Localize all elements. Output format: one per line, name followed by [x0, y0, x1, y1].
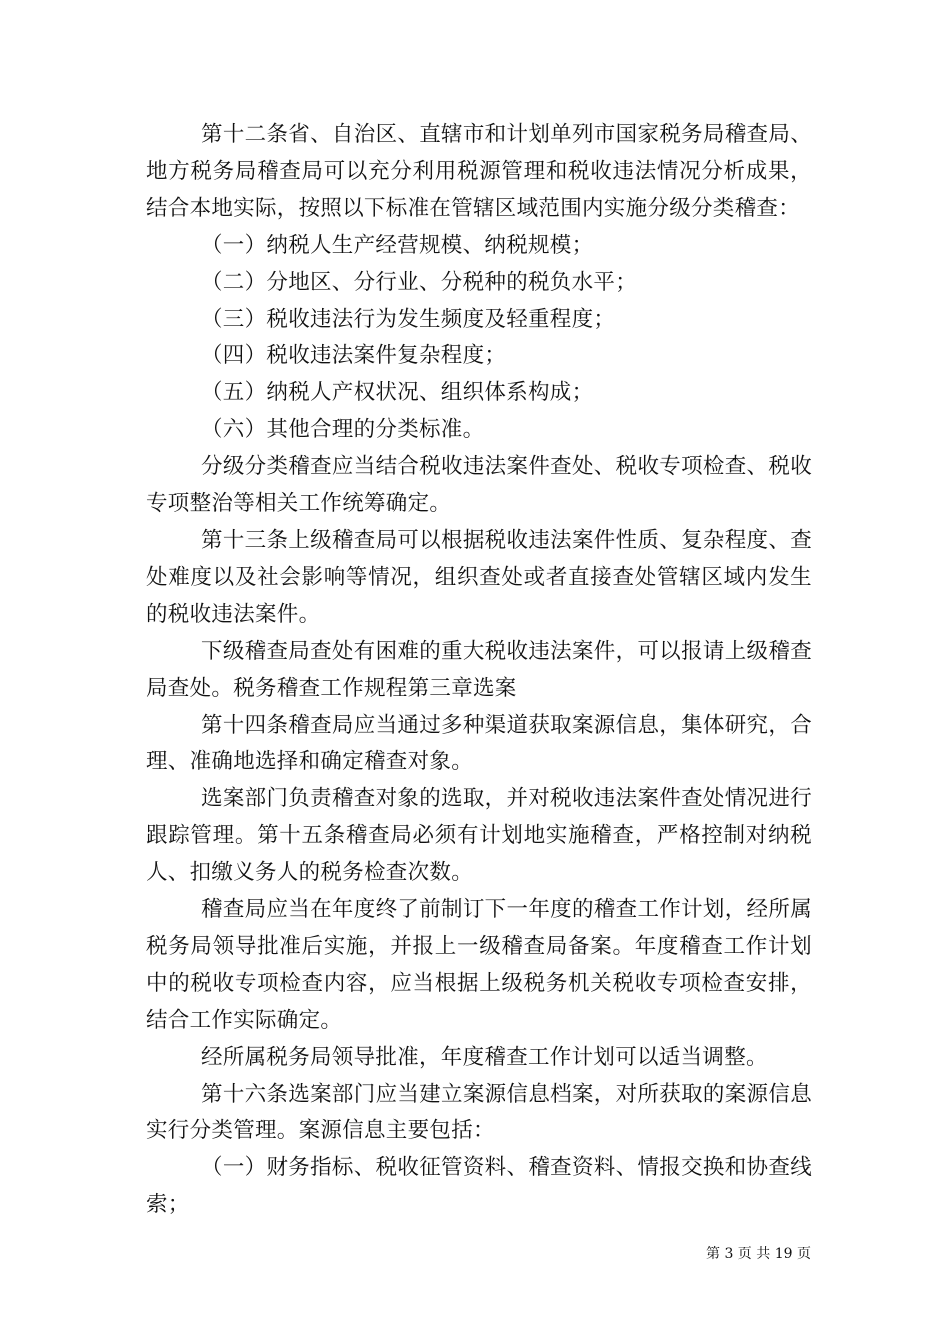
list-item-2: （二）分地区、分行业、分税种的税负水平；: [201, 269, 638, 295]
paragraph-classification: 分级分类稽查应当结合税收违法案件查处、税收专项检查、税收专项整治等相关工作统筹确定。: [146, 454, 812, 517]
paragraph-article-14: 第十四条稽查局应当通过多种渠道获取案源信息，集体研究，合理、准确地选择和确定稽查对象。: [146, 712, 812, 775]
paragraph-plan-adjustment: 经所属税务局领导批准，年度稽查工作计划可以适当调整。: [201, 1044, 768, 1070]
paragraph-article-13: 第十三条上级稽查局可以根据税收违法案件性质、复杂程度、查处难度以及社会影响等情况，组织查处或者直接查处管辖区域内发生的税收违法案件。: [146, 527, 812, 627]
list-item-case-source-1: （一）财务指标、税收征管资料、稽查资料、情报交换和协查线索；: [146, 1155, 812, 1218]
paragraph-article-16: 第十六条选案部门应当建立案源信息档案，对所获取的案源信息实行分类管理。案源信息主要包括：: [146, 1081, 812, 1144]
list-item-3: （三）税收违法行为发生频度及轻重程度；: [201, 306, 616, 332]
list-item-6: （六）其他合理的分类标准。: [201, 417, 485, 443]
list-item-1: （一）纳税人生产经营规模、纳税规模；: [201, 232, 594, 258]
paragraph-annual-plan: 稽查局应当在年度终了前制订下一年度的稽查工作计划，经所属税务局领导批准后实施，并报上一级稽查局备案。年度稽查工作计划中的税收专项检查内容，应当根据上级税务机关税收专项检查安排，结合工作实际确定。: [146, 897, 812, 1033]
paragraph-case-selection: 选案部门负责稽查对象的选取，并对税收违法案件查处情况进行跟踪管理。第十五条稽查局必须有计划地实施稽查，严格控制对纳税人、扣缴义务人的税务检查次数。: [146, 786, 812, 886]
paragraph-article-12: 第十二条省、自治区、直辖市和计划单列市国家税务局稽查局、地方税务局稽查局可以充分利用税源管理和税收违法情况分析成果，结合本地实际，按照以下标准在管辖区域范围内实施分级分类稽查：: [146, 122, 812, 221]
document-body: [146, 117, 812, 1224]
paragraph-lower-bureau: 下级稽查局查处有困难的重大税收违法案件，可以报请上级稽查局查处。税务稽查工作规程第三章选案: [146, 638, 812, 701]
page-number-footer: 第 3 页 共 19 页: [706, 1246, 811, 1262]
list-item-4: （四）税收违法案件复杂程度；: [201, 343, 507, 369]
list-item-5: （五）纳税人产权状况、组织体系构成；: [201, 380, 594, 406]
